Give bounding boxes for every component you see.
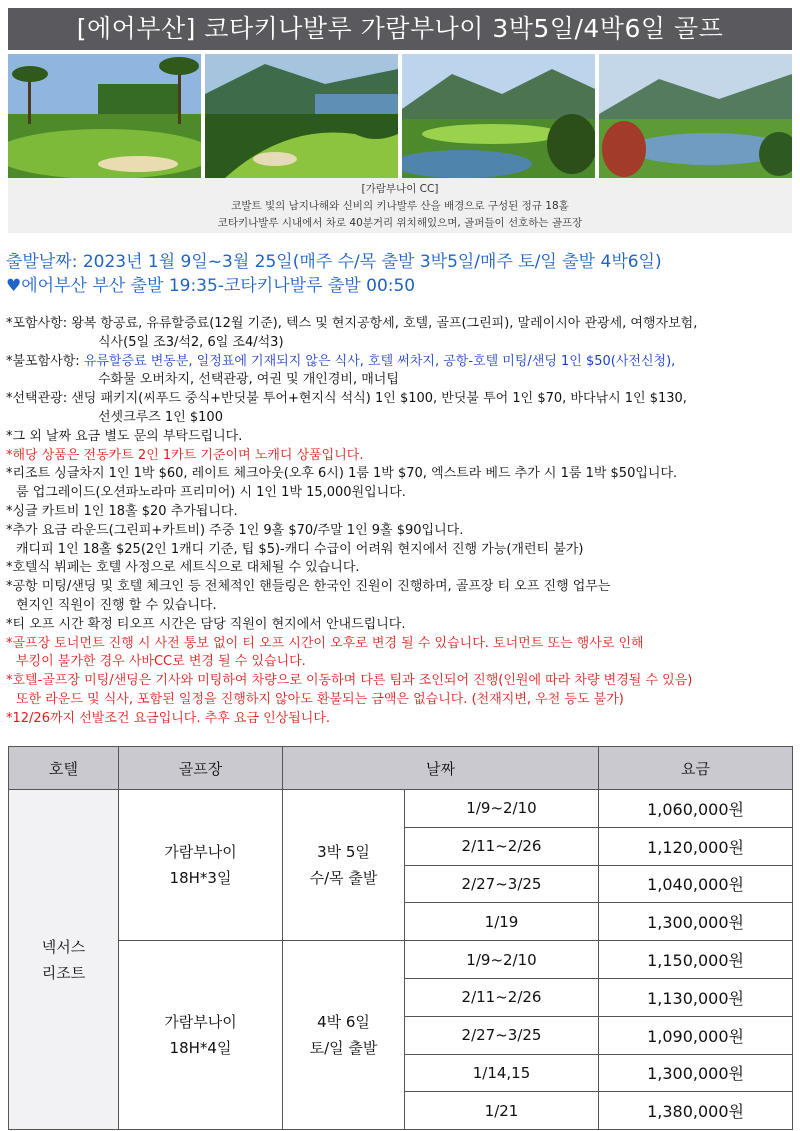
note-single-cart: *싱글 카트비 1인 18홀 $20 추가됩니다.: [6, 503, 238, 519]
note-handling-cont: 현지인 직원이 진행 할 수 있습니다.: [16, 597, 217, 613]
note-resort-cont: 룸 업그레이드(오션파노라마 프리미어) 시 1인 1박 15,000원입니다.: [16, 485, 406, 501]
course-cell: [119, 941, 283, 1130]
price-cell: 1,090,000원: [599, 1016, 793, 1054]
price-cell: 1,150,000원: [599, 941, 793, 979]
departure-dates: 출발날짜: 2023년 1월 9일~3월 25일(매주 수/목 출발 3박5일/매주 토/일 출발 4박6일): [6, 252, 662, 272]
date-cell: 1/14,15: [405, 1054, 599, 1092]
header-hotel: 호텔: [9, 747, 119, 790]
hotel-name-line: 리조트: [41, 963, 86, 982]
course-name: 가람부나이: [164, 843, 237, 862]
trip-departure-days: 수/목 출발: [309, 869, 378, 888]
price-cell: 1,380,000원: [599, 1092, 793, 1130]
golf-course-photo-3: [402, 54, 595, 178]
golf-course-photo-4: [599, 54, 792, 178]
price-cell: 1,300,000원: [599, 903, 793, 941]
course-rounds: 18H*4일: [169, 1039, 232, 1058]
header-price: 요금: [599, 747, 793, 790]
note-tournament-cont: 부킹이 불가한 경우 사바CC로 변경 될 수 있습니다.: [16, 654, 306, 670]
flight-info: ♥에어부산 부산 출발 19:35-코타키나발루 출발 00:50: [6, 276, 416, 296]
header-date: 날짜: [283, 747, 599, 790]
photo-caption: [8, 178, 792, 233]
date-cell: 1/19: [405, 903, 599, 941]
date-cell: 2/11~2/26: [405, 978, 599, 1016]
caption-title: [가람부나이 CC]: [361, 183, 439, 195]
price-cell: 1,060,000원: [599, 790, 793, 828]
notes-section: [6, 315, 796, 729]
trip-cell: [283, 790, 405, 941]
note-exclude-highlight: 유류할증료 변동분, 일정표에 기재되지 않은 식사, 호텔 써차지, 공항-호텔 미팅/샌딩 1인 $50(사전신청),: [83, 353, 676, 369]
table-row: [9, 941, 793, 979]
price-cell: 1,130,000원: [599, 978, 793, 1016]
table-header-row: [9, 747, 793, 790]
note-resort: *리조트 싱글차지 1인 1박 $60, 레이트 체크아웃(오후 6시) 1룸 1박 $70, 엑스트라 베드 추가 시 1룸 1박 $50입니다.: [6, 466, 678, 482]
trip-departure-days: 토/일 출발: [309, 1039, 378, 1058]
note-tee-off: *티 오프 시간 확정 티오프 시간은 담당 직원이 현지에서 안내드립니다.: [6, 616, 406, 632]
page-title: [에어부산] 코타키나발루 가람부나이 3박5일/4박6일 골프: [8, 8, 792, 50]
note-transfer: *호텔-골프장 미팅/샌딩은 기사와 미팅하여 차량으로 이동하며 다른 팀과 조인되어 진행(인원에 따라 차량 변경될 수 있음): [6, 673, 693, 689]
golf-course-photo-2: [205, 54, 398, 178]
price-cell: 1,300,000원: [599, 1054, 793, 1092]
note-caddie: 캐디피 1인 18홀 $25(2인 1캐디 기준, 팁 $5)-캐디 수급이 어려워 현지에서 진행 가능(개런티 불가): [16, 541, 584, 557]
note-other-dates: *그 외 날짜 요금 별도 문의 부탁드립니다.: [6, 428, 243, 444]
note-include-cont: 식사(5일 조3/석2, 6일 조4/석3): [98, 334, 284, 350]
trip-length: 3박 5일: [317, 843, 370, 862]
date-cell: 2/11~2/26: [405, 827, 599, 865]
note-include: *포함사항: 왕복 항공료, 유류할증료(12월 기준), 텍스 및 현지공항세, 호텔, 골프(그린피), 말레이시아 관광세, 여행자보험,: [6, 316, 698, 331]
date-cell: 2/27~3/25: [405, 865, 599, 903]
trip-length: 4박 6일: [317, 1013, 370, 1032]
note-option: *선택관광: 샌딩 패키지(씨푸드 중식+반딧불 투어+현지식 석식) 1인 $100, 반딧불 투어 1인 $70, 바다낚시 1인 $130,: [6, 391, 687, 407]
date-cell: 1/21: [405, 1092, 599, 1130]
note-transfer-cont: 또한 라운드 및 식사, 포함된 일정을 진행하지 않아도 환불되는 금액은 없습니다. (천재지변, 우천 등도 불가): [16, 691, 624, 707]
date-cell: 1/9~2/10: [405, 790, 599, 828]
caption-line: 코발트 빛의 남지나해와 신비의 키나발루 산을 배경으로 구성된 정규 18홀: [231, 200, 569, 212]
note-cart: *해당 상품은 전동카트 2인 1카트 기준이며 노캐디 상품입니다.: [6, 447, 364, 463]
note-tournament: *골프장 토너먼트 진행 시 사전 통보 없이 티 오프 시간이 오후로 변경 될 수 있습니다. 토너먼트 또는 행사로 인해: [6, 635, 644, 651]
price-table: [8, 746, 793, 1130]
header-golf-course: 골프장: [119, 747, 283, 790]
date-cell: 2/27~3/25: [405, 1016, 599, 1054]
note-handling: *공항 미팅/샌딩 및 호텔 체크인 등 전체적인 핸들링은 한국인 진원이 진행하며, 골프장 티 오프 진행 업무는: [6, 579, 611, 595]
note-buffet: *호텔식 뷔페는 호텔 사정으로 세트식으로 대체될 수 있습니다.: [6, 560, 360, 576]
trip-cell: [283, 941, 405, 1130]
note-deadline: *12/26까지 선발조건 요금입니다. 추후 요금 인상됩니다.: [6, 710, 331, 726]
date-cell: 1/9~2/10: [405, 941, 599, 979]
note-option-cont: 선셋크루즈 1인 $100: [98, 409, 223, 425]
hotel-cell: [9, 790, 119, 1130]
price-cell: 1,120,000원: [599, 827, 793, 865]
note-exclude-cont: 수화물 오버차지, 선택관광, 여권 및 개인경비, 매너팁: [98, 372, 399, 388]
note-exclude: [6, 353, 796, 372]
course-cell: [119, 790, 283, 941]
note-extra-round: *추가 요금 라운드(그린피+카트비) 주중 1인 9홀 $70/주말 1인 9홀 $90입니다.: [6, 522, 464, 538]
course-rounds: 18H*3일: [169, 869, 232, 888]
hotel-name-line: 넥서스: [41, 937, 86, 956]
table-row: [9, 790, 793, 828]
price-cell: 1,040,000원: [599, 865, 793, 903]
caption-line: 코타키나발루 시내에서 차로 40분거리 위치해있으며, 골퍼들이 선호하는 골프장: [217, 217, 583, 229]
note-exclude-label: *불포함사항:: [6, 353, 84, 369]
photo-strip: [8, 54, 792, 178]
golf-course-photo-1: [8, 54, 201, 178]
course-name: 가람부나이: [164, 1013, 237, 1032]
